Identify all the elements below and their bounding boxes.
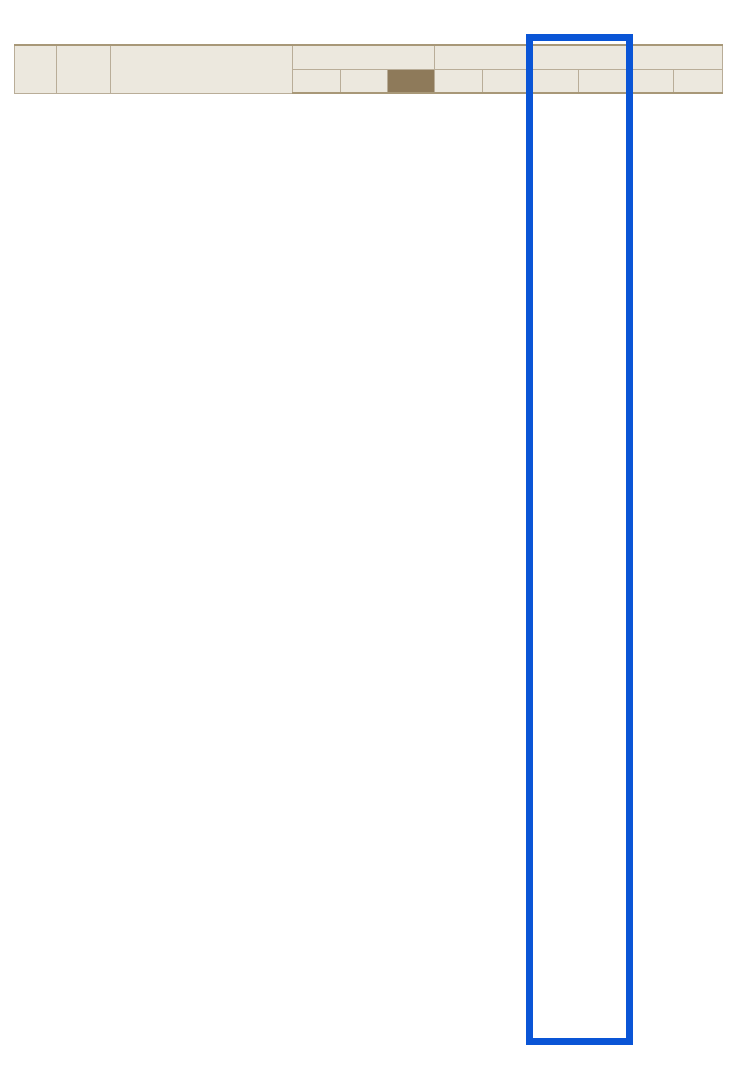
admission-results-table	[14, 44, 723, 94]
header-competition	[435, 45, 527, 70]
header-gpa-23	[628, 70, 674, 94]
header-fill-rate	[527, 45, 628, 70]
fill-rate-highlight-box	[526, 34, 633, 1045]
header-competition-23	[435, 70, 483, 94]
header-fill-24	[579, 70, 628, 94]
header-quota-24	[341, 70, 388, 94]
header-gpa-24	[674, 70, 723, 94]
header-category	[15, 45, 57, 93]
header-unit	[111, 45, 293, 93]
header-quota-23	[293, 70, 341, 94]
header-quota	[293, 45, 435, 70]
header-gpa	[628, 45, 723, 70]
header-competition-24	[483, 70, 527, 94]
header-fill-23	[527, 70, 579, 94]
header-college	[57, 45, 111, 93]
header-quota-25	[388, 70, 435, 94]
